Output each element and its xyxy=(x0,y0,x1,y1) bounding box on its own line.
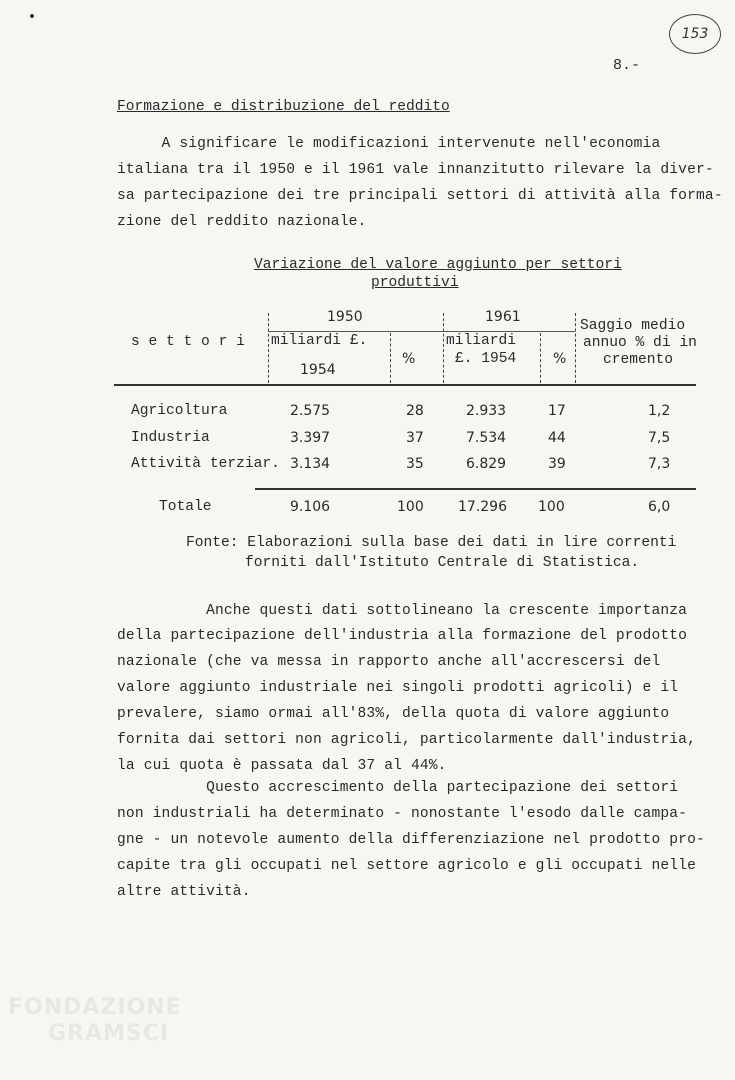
text-line: altre attività. xyxy=(117,884,251,900)
col-header-pct2: % xyxy=(553,351,567,367)
col-header-unit2: miliardi xyxy=(446,333,517,349)
pct-1950: 35 xyxy=(406,456,424,472)
rate: 7,3 xyxy=(648,456,671,472)
table-title-cont: produttivi xyxy=(371,275,459,291)
table-rule xyxy=(114,384,696,386)
text-line: fornita dai settori non agricoli, particolarmente dall'industria, xyxy=(117,732,696,748)
watermark-line: FONDAZIONE xyxy=(8,995,182,1020)
col-header-unit1: miliardi £. xyxy=(271,333,368,349)
section-title: Formazione e distribuzione del reddito xyxy=(117,99,450,115)
source-line: forniti dall'Istituto Centrale di Statistica. xyxy=(245,555,640,571)
table-source xyxy=(186,535,686,571)
table-divider xyxy=(540,333,541,383)
archive-watermark xyxy=(8,995,182,1047)
col-header-unit2-year: £. 1954 xyxy=(455,351,517,367)
pct-1950: 28 xyxy=(406,403,424,419)
col-header-settori: s e t t o r i xyxy=(131,334,245,350)
text-line: gne - un notevole aumento della differenziazione nel prodotto pro- xyxy=(117,832,705,848)
text-line: sa partecipazione dei tre principali settori di attività alla forma- xyxy=(117,188,723,204)
text-line: prevalere, siamo ormai all'83%, della quota di valore aggiunto xyxy=(117,706,670,722)
margin-mark xyxy=(30,14,34,18)
text-line: capite tra gli occupati nel settore agricolo e gli occupati nelle xyxy=(117,858,696,874)
col-header-unit1-year: 1954 xyxy=(300,362,336,378)
pct-1961: 100 xyxy=(538,499,565,515)
rate: 6,0 xyxy=(648,499,671,515)
text-line: nazionale (che va messa in rapporto anche all'accrescersi del xyxy=(117,654,661,670)
table-divider xyxy=(575,313,576,383)
rate: 1,2 xyxy=(648,403,671,419)
text-line: non industriali ha determinato - nonostante l'esodo dalle campa- xyxy=(117,806,688,822)
col-header-rate-3: cremento xyxy=(603,352,674,368)
stamp-number: 153 xyxy=(681,26,709,42)
value-1950: 2.575 xyxy=(290,403,331,419)
col-header-1950: 1950 xyxy=(327,309,363,325)
table-title: Variazione del valore aggiunto per settori xyxy=(254,257,622,273)
pct-1961: 39 xyxy=(548,456,566,472)
row-label: Attività terziar. xyxy=(131,456,280,472)
total-rule xyxy=(255,488,696,490)
table-divider xyxy=(268,313,269,383)
text-line: della partecipazione dell'industria alla formazione del prodotto xyxy=(117,628,688,644)
value-1950: 3.397 xyxy=(290,430,331,446)
col-header-pct1: % xyxy=(402,351,416,367)
pct-1950: 100 xyxy=(397,499,424,515)
page-number: 8.- xyxy=(613,57,641,74)
row-label-total: Totale xyxy=(159,499,212,515)
watermark-line: GRAMSCI xyxy=(48,1021,170,1046)
text-line: valore aggiunto industriale nei singoli prodotti agricoli) e il xyxy=(117,680,679,696)
text-line: zione del reddito nazionale. xyxy=(117,214,367,230)
value-1950: 9.106 xyxy=(290,499,331,515)
rate: 7,5 xyxy=(648,430,671,446)
text-line: Questo accrescimento della partecipazione dei settori xyxy=(117,780,679,796)
page-stamp xyxy=(669,14,721,54)
col-header-rate: Saggio medio xyxy=(580,318,686,334)
text-line: Anche questi dati sottolineano la crescente importanza xyxy=(117,603,688,619)
value-1961: 6.829 xyxy=(466,456,507,472)
header-rule xyxy=(268,331,575,332)
pct-1961: 44 xyxy=(548,430,566,446)
text-line: italiana tra il 1950 e il 1961 vale innanzitutto rilevare la diver- xyxy=(117,162,714,178)
row-label: Agricoltura xyxy=(131,403,228,419)
pct-1950: 37 xyxy=(406,430,424,446)
row-label: Industria xyxy=(131,430,210,446)
value-1950: 3.134 xyxy=(290,456,331,472)
col-header-1961: 1961 xyxy=(485,309,521,325)
value-1961: 2.933 xyxy=(466,403,507,419)
text-line: la cui quota è passata dal 37 al 44%. xyxy=(117,758,447,774)
table-divider xyxy=(443,313,444,383)
text-line: A significare le modificazioni intervenute nell'economia xyxy=(117,136,661,152)
source-line: Fonte: Elaborazioni sulla base dei dati in lire correnti xyxy=(186,535,677,551)
value-1961: 7.534 xyxy=(466,430,507,446)
col-header-rate-2: annuo % di in xyxy=(583,335,697,351)
value-1961: 17.296 xyxy=(458,499,507,515)
table-divider xyxy=(390,333,391,383)
pct-1961: 17 xyxy=(548,403,566,419)
